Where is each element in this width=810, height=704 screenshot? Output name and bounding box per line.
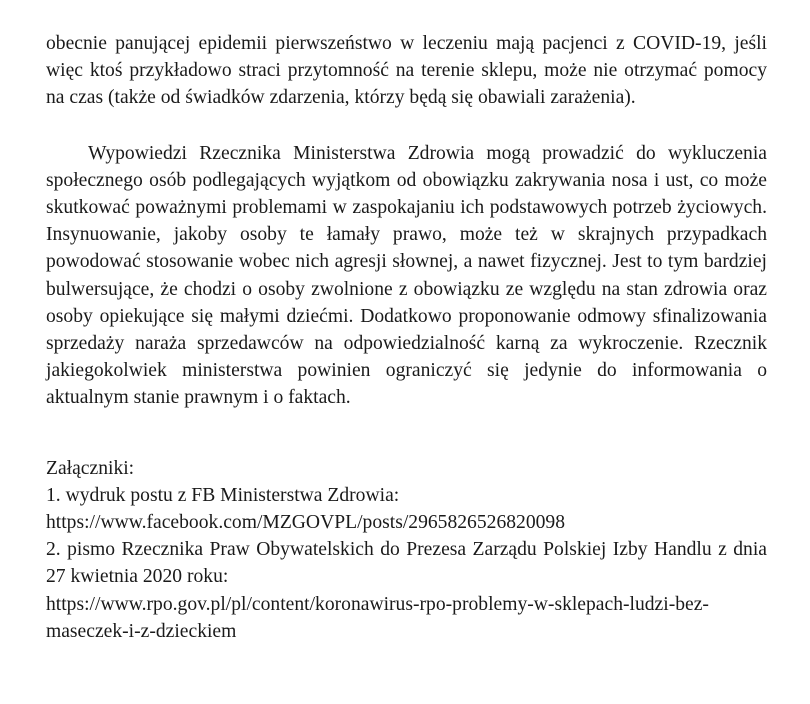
attachment-1-label: 1. wydruk postu z FB Ministerstwa Zdrowia:	[46, 484, 400, 506]
attachment-2-url-line-1: https://www.rpo.gov.pl/pl/content/koronawirus-rpo-problemy-w-sklepach-ludzi-bez-	[46, 593, 709, 615]
paragraph-2: Wypowiedzi Rzecznika Ministerstwa Zdrowia mogą prowadzić do wykluczenia społecznego osób podlegających wyjątkom od obowiązku zakrywania nosa i ust, co może skutkować poważnymi problemami w zaspokajaniu ich podstawowych potrzeb życiowych. Insynuowanie, jakoby osoby te łamały prawo, może też w skrajnych przypadkach powodować stosowanie wobec nich agresji słownej, a nawet fizycznej. Jest to tym bardziej bulwersujące, że chodzi o osoby zwolnione z obowiązku ze względu na stan zdrowia oraz osoby opiekujące się małymi dziećmi. Dodatkowo proponowanie odmowy sfinalizowania sprzedaży naraża sprzedawców na odpowiedzialność karną za wykroczenie. Rzecznik jakiegokolwiek ministerstwa powinien ograniczyć się jedynie do informowania o aktualnym stanie prawnym i o faktach.	[46, 142, 767, 409]
attachments-heading: Załączniki:	[46, 457, 135, 479]
attachment-2-url-line-2: maseczek-i-z-dzieckiem	[46, 620, 237, 642]
document-page	[46, 30, 767, 645]
section-spacer	[46, 412, 767, 455]
paragraph-1: obecnie panującej epidemii pierwszeństwo w leczeniu mają pacjenci z COVID-19, jeśli więc ktoś przykładowo straci przytomność na terenie sklepu, może nie otrzymać pomocy na czas (także od świadków zdarzenia, którzy będą się obawiali zarażenia).	[46, 33, 767, 109]
paragraph-spacer	[46, 112, 767, 140]
attachment-1-url: https://www.facebook.com/MZGOVPL/posts/2965826526820098	[46, 512, 566, 534]
attachment-2-label: 2. pismo Rzecznika Praw Obywatelskich do Prezesa Zarządu Polskiej Izby Handlu z dnia 27 kwietnia 2020 roku:	[46, 539, 767, 588]
attachments-section	[46, 455, 767, 645]
